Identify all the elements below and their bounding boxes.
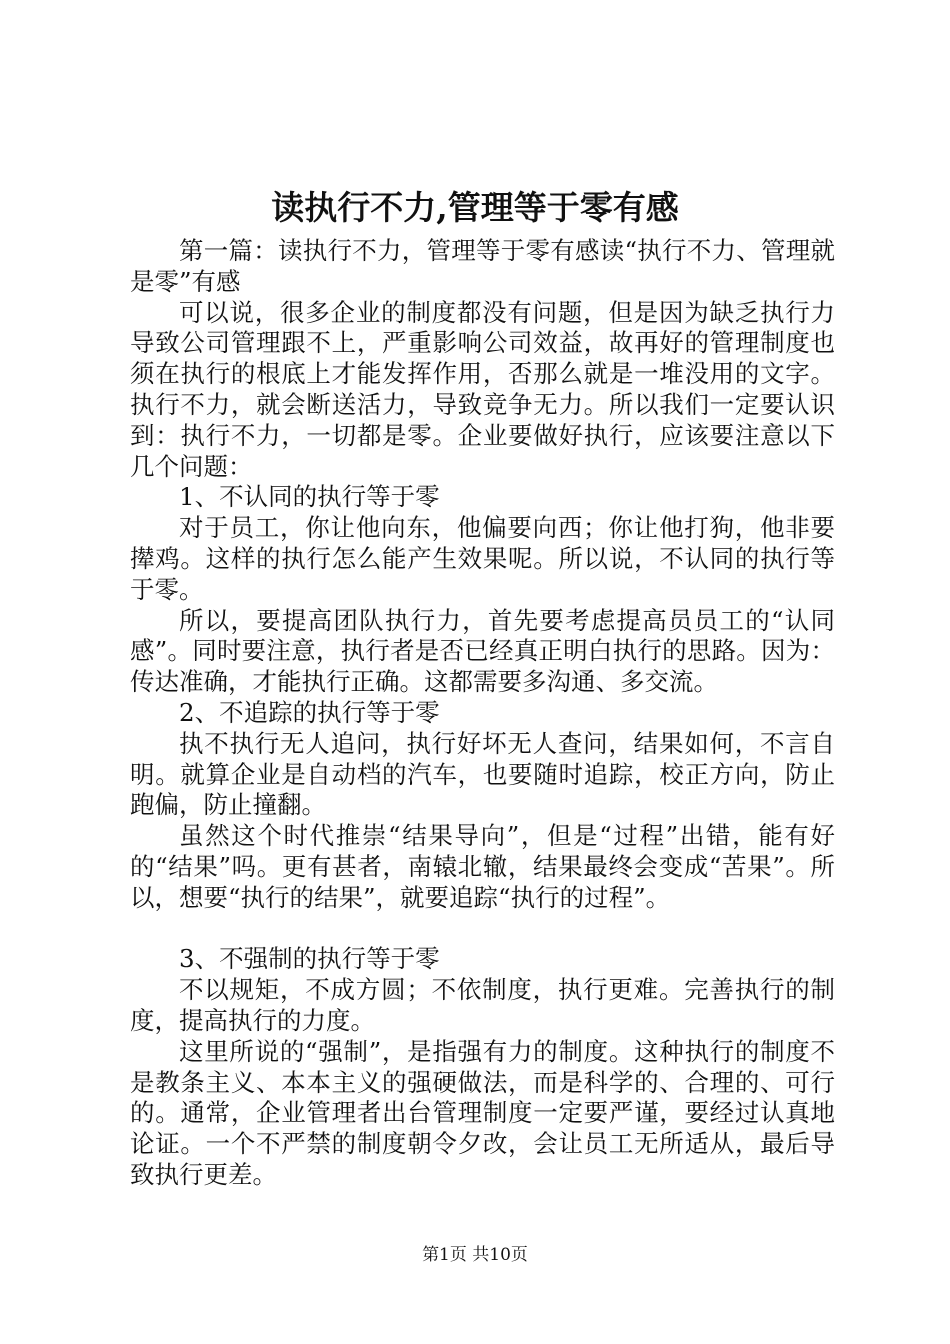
section-heading: 1、不认同的执行等于零 [179, 482, 440, 512]
document-title: 读执行不力,管理等于零有感 [271, 188, 679, 227]
paragraph: 虽然这个时代推崇“结果导向”，但是“过程”出错，能有好的“结果”吗。更有甚者，南辕北辙，结果最终会变成“苦果”。所以，想要“执行的结果”，就要追踪“执行的过程”。 [130, 821, 835, 912]
blank-line [130, 914, 835, 945]
paragraph: 这里所说的“强制”，是指强有力的制度。这种执行的制度不是教条主义、本本主义的强硬做法，而是科学的、合理的、可行的。通常，企业管理者出台管理制度一定要严谨，要经过认真地论证。一个不严禁的制度朝令夕改，会让员工无所适从，最后导致执行更差。 [130, 1036, 835, 1189]
section-heading: 3、不强制的执行等于零 [179, 944, 440, 974]
paragraph: 所以，要提高团队执行力，首先要考虑提高员员工的“认同感”。同时要注意，执行者是否已经真正明白执行的思路。因为：传达准确，才能执行正确。这都需要多沟通、多交流。 [130, 605, 835, 697]
page-number: 第1页 共10页 [422, 1245, 528, 1265]
paragraph: 执不执行无人追问，执行好坏无人查问，结果如何，不言自明。就算企业是自动档的汽车，也要随时追踪，校正方向，防止跑偏，防止撞翻。 [130, 728, 835, 820]
paragraph: 第一篇：读执行不力，管理等于零有感读“执行不力、管理就是零”有感 [130, 236, 835, 296]
paragraph: 可以说，很多企业的制度都没有问题，但是因为缺乏执行力导致公司管理跟不上，严重影响公司效益，故再好的管理制度也须在执行的根底上才能发挥作用，否那么就是一堆没用的文字。执行不力，就会断送活力，导致竞争无力。所以我们一定要认识到：执行不力，一切都是零。企业要做好执行，应该要注意以下几个问题： [130, 297, 835, 481]
section-heading: 2、不追踪的执行等于零 [179, 697, 440, 727]
paragraph: 对于员工，你让他向东，他偏要向西；你让他打狗，他非要撵鸡。这样的执行怎么能产生效果呢。所以说，不认同的执行等于零。 [130, 513, 835, 604]
document-body [130, 236, 835, 1191]
paragraph: 不以规矩，不成方圆；不依制度，执行更难。完善执行的制度，提高执行的力度。 [130, 975, 835, 1035]
